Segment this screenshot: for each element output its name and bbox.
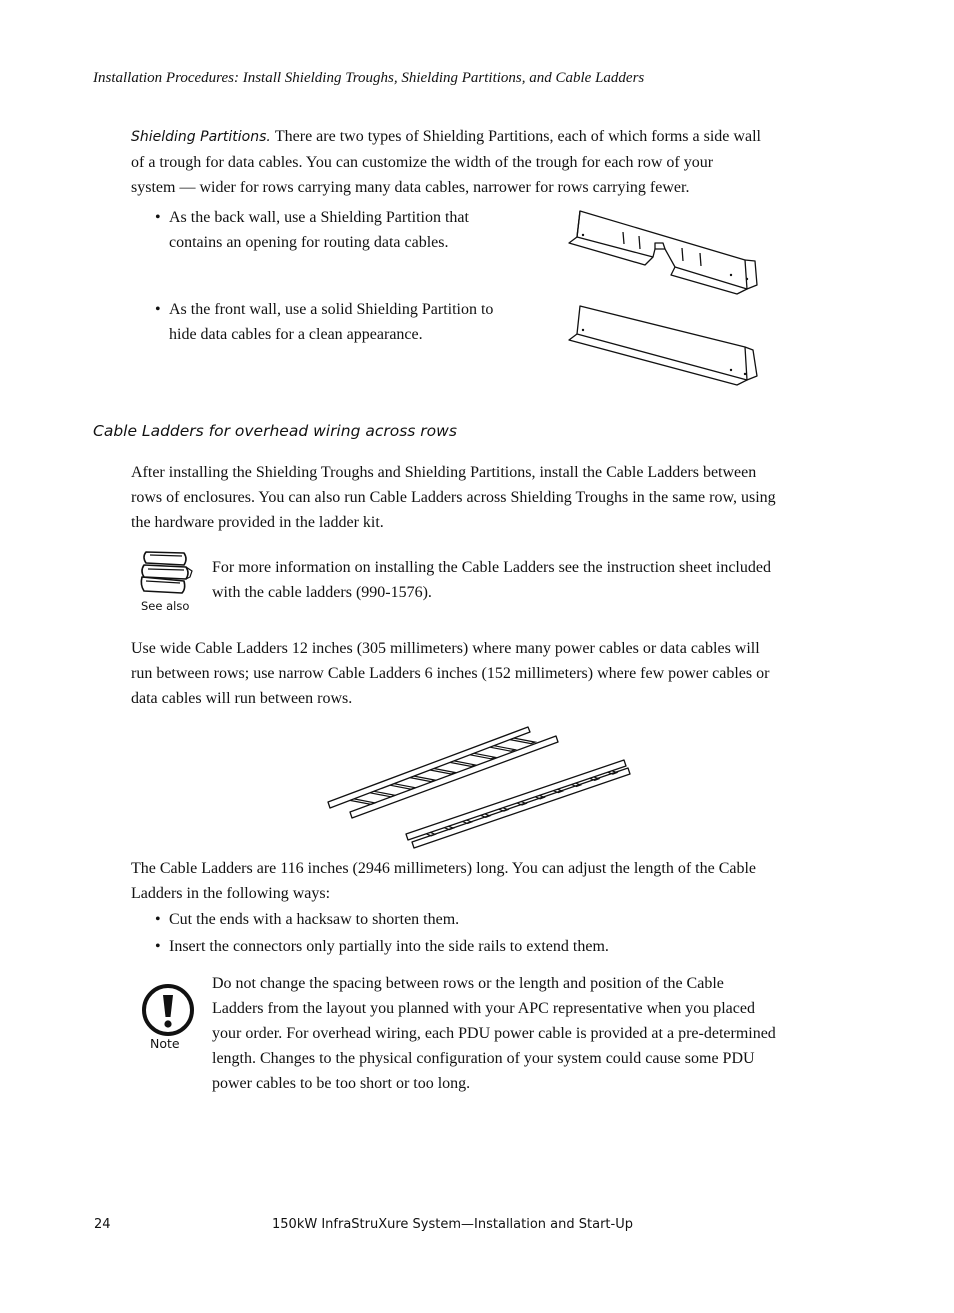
ladder-rung [470,753,495,759]
running-head: Installation Procedures: Install Shielding Troughs, Shielding Partitions, and Cable Ladders [93,70,645,86]
cable-ladders-illustration [320,722,640,852]
ladders-intro-paragraph: After installing the Shielding Troughs and Shielding Partitions, install the Cable Ladders between rows of enclosures. You can also run Cable Ladders across Shielding Troughs in the same row, using the hardware provided in the ladder kit. [131,464,776,531]
books-icon [136,547,198,599]
ladder-length-paragraph: The Cable Ladders are 116 inches (2946 millimeters) long. You can adjust the length of the Cable Ladders in the following ways: [131,860,757,902]
partition-with-opening-illustration [565,205,765,295]
note-label: Note [150,1036,180,1051]
note-text: Do not change the spacing between rows or the length and position of the Cable Ladders from the layout you planned with your APC representative when you placed your order. For overhead wiring, each PDU power cable is provided at a pre-determined length. Changes to the physical configuration of your system could cause some PDU power cables to be too short or too long. [212,975,776,1092]
see-also-label: See also [141,599,190,613]
page-number: 24 [94,1217,111,1232]
see-also-text: For more information on installing the Cable Ladders see the instruction sheet included with the cable ladders (990-1576). [212,559,771,601]
partitions-heading: Shielding Partitions. [131,129,271,145]
ladder-rung [490,746,515,752]
ladder-widths-paragraph: Use wide Cable Ladders 12 inches (305 millimeters) where many power cables or data cables will run between rows; use narrow Cable Ladders 6 inches (152 millimeters) where few power cables or data cables will run between rows. [131,640,770,707]
cable-ladders-heading: Cable Ladders for overhead wiring across rows [93,422,457,440]
ladder-rung [430,769,455,775]
ladder-rung [510,738,535,744]
ladder-rung [390,784,415,790]
ladder-rung [410,776,435,782]
ladder-rung [450,761,475,767]
solid-partition-illustration [565,300,765,390]
ladder-rung [370,791,395,797]
partitions-intro: Shielding Partitions. There are two types of Shielding Partitions, each of which forms a side wall of a trough for data cables. You can customize the width of the trough for each row of your system — wider for rows carrying many data cables, narrower for rows carrying fewer. [131,128,761,196]
footer-doc-title: 150kW InfraStruXure System—Installation and Start-Up [272,1217,633,1232]
exclamation-circle-icon [140,983,196,1039]
